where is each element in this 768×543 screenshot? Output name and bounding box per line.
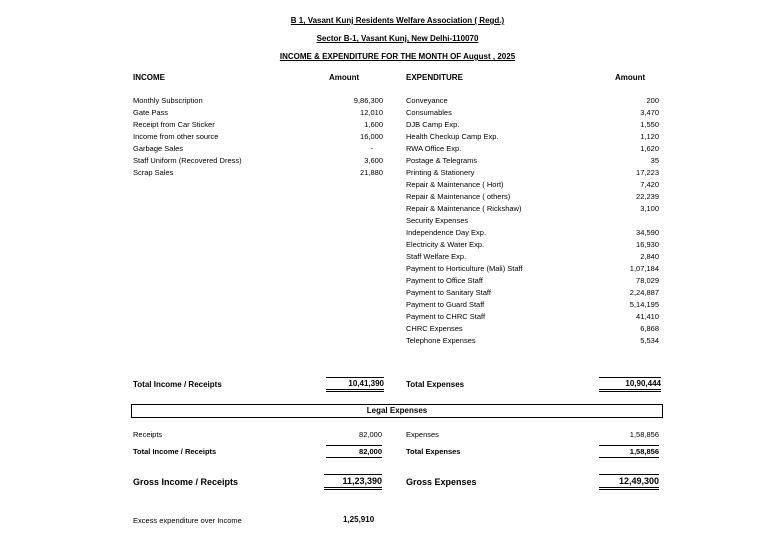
expense-amount: 200: [646, 96, 659, 105]
expense-label: Payment to Horticulture (Mali) Staff: [406, 264, 523, 273]
income-amount: 9,86,300: [353, 96, 383, 105]
expense-amount: 2,840: [640, 252, 659, 261]
expense-label: Payment to Guard Staff: [406, 300, 485, 309]
expense-label: Postage & Telegrams: [406, 156, 478, 165]
expense-row: [406, 143, 659, 155]
expense-amount: 34,590: [636, 228, 659, 237]
expense-label: Payment to Office Staff: [406, 276, 483, 285]
expense-row: [406, 311, 659, 323]
income-amount: 12,010: [360, 108, 383, 117]
expense-row: [406, 203, 659, 215]
expense-row: [406, 239, 659, 251]
expense-label: Repair & Maintenance ( others): [406, 192, 511, 201]
income-label: Monthly Subscription: [133, 96, 203, 105]
association-title: B 1, Vasant Kunj Residents Welfare Association ( Regd.): [290, 16, 505, 25]
expense-label: Payment to CHRC Staff: [406, 312, 486, 321]
expense-row: [406, 335, 659, 347]
expense-label: Independence Day Exp.: [406, 228, 487, 237]
income-label: Gate Pass: [133, 108, 169, 117]
expense-amount-heading: Amount: [615, 73, 646, 82]
expense-amount: 41,410: [636, 312, 659, 321]
expense-amount: 22,239: [636, 192, 659, 201]
expense-label: Staff Welfare Exp.: [406, 252, 467, 261]
total-expenses-label: Total Expenses: [406, 380, 465, 389]
expense-amount: 16,930: [636, 240, 659, 249]
legal-total-income-value: 82,000: [326, 445, 382, 458]
expense-row: [406, 131, 659, 143]
income-row: [133, 107, 383, 119]
expense-amount: 6,868: [640, 324, 659, 333]
income-label: Garbage Sales: [133, 144, 184, 153]
income-label: Staff Uniform (Recovered Dress): [133, 156, 242, 165]
expense-label: Printing & Stationery: [406, 168, 475, 177]
expense-label: Payment to Sanitary Staff: [406, 288, 491, 297]
expense-list: [406, 95, 659, 347]
expense-label: CHRC Expenses: [406, 324, 463, 333]
legal-expenses-label: Expenses: [406, 430, 439, 439]
expense-label: RWA Office Exp.: [406, 144, 462, 153]
legal-total-expenses-label: Total Expenses: [406, 447, 461, 456]
legal-total-income-label: Total Income / Receipts: [133, 447, 217, 456]
expense-amount: 78,029: [636, 276, 659, 285]
expense-label: Telephone Expenses: [406, 336, 476, 345]
income-label: Scrap Sales: [133, 168, 174, 177]
expense-label: Conveyance: [406, 96, 448, 105]
expense-label: Electricity & Water Exp.: [406, 240, 485, 249]
expense-row: [406, 287, 659, 299]
expense-row: [406, 251, 659, 263]
total-expenses-value: 10,90,444: [599, 377, 661, 392]
expense-row: [406, 263, 659, 275]
expense-row: [406, 299, 659, 311]
expenditure-column-heading: EXPENDITURE: [406, 73, 463, 82]
expense-amount: 7,420: [640, 180, 659, 189]
expense-amount: 35: [650, 156, 659, 165]
expense-label: Security Expenses: [406, 216, 469, 225]
legal-expenses-header: Legal Expenses: [131, 404, 663, 418]
expense-row: [406, 215, 659, 227]
expense-amount: 1,07,184: [629, 264, 659, 273]
income-row: [133, 95, 383, 107]
expense-row: [406, 155, 659, 167]
income-row: [133, 131, 383, 143]
income-list: [133, 95, 383, 179]
gross-income-label: Gross Income / Receipts: [133, 477, 239, 487]
expense-row: [406, 227, 659, 239]
income-amount: 3,600: [364, 156, 383, 165]
total-income-value: 10,41,390: [326, 377, 384, 392]
excess-value: 1,25,910: [343, 515, 375, 524]
expense-amount: 1,120: [640, 132, 659, 141]
statement-title: INCOME & EXPENDITURE FOR THE MONTH OF August , 2025: [279, 52, 516, 61]
expense-amount: 5,14,195: [629, 300, 659, 309]
expense-amount: 2,24,887: [629, 288, 659, 297]
expense-amount: 17,223: [636, 168, 659, 177]
income-amount: 21,880: [360, 168, 383, 177]
income-amount: 1,600: [364, 120, 383, 129]
expense-row: [406, 323, 659, 335]
expense-row: [406, 191, 659, 203]
income-label: Receipt from Car Sticker: [133, 120, 215, 129]
gross-income-value: 11,23,390: [324, 474, 382, 490]
expense-label: Health Checkup Camp Exp.: [406, 132, 499, 141]
expense-row: [406, 275, 659, 287]
expense-label: Consumables: [406, 108, 452, 117]
expense-row: [406, 179, 659, 191]
expense-amount: 1,620: [640, 144, 659, 153]
expense-label: DJB Camp Exp.: [406, 120, 460, 129]
expense-label: Repair & Maintenance ( Rickshaw): [406, 204, 522, 213]
income-row: [133, 155, 383, 167]
income-row: [133, 167, 383, 179]
gross-expenses-label: Gross Expenses: [406, 477, 477, 487]
expense-amount: 5,534: [640, 336, 659, 345]
income-column-heading: INCOME: [133, 73, 165, 82]
legal-total-expenses-value: 1,58,856: [599, 445, 659, 458]
expense-amount: 3,470: [640, 108, 659, 117]
legal-expenses-value: 1,58,856: [629, 430, 659, 439]
expense-row: [406, 95, 659, 107]
gross-expenses-value: 12,49,300: [599, 474, 659, 490]
expense-label: Repair & Maintenance ( Hort): [406, 180, 504, 189]
income-amount: -: [370, 144, 373, 153]
expense-row: [406, 107, 659, 119]
income-row: [133, 119, 383, 131]
legal-receipts-value: 82,000: [359, 430, 382, 439]
expense-row: [406, 167, 659, 179]
total-income-label: Total Income / Receipts: [133, 380, 222, 389]
association-address: Sector B-1, Vasant Kunj, New Delhi-110070: [316, 34, 479, 43]
income-amount-heading: Amount: [329, 73, 360, 82]
income-amount: 16,000: [360, 132, 383, 141]
excess-label: Excess expenditure over Income: [133, 516, 242, 525]
expense-amount: 3,100: [640, 204, 659, 213]
legal-receipts-label: Receipts: [133, 430, 163, 439]
expense-amount: 1,550: [640, 120, 659, 129]
income-row: [133, 143, 383, 155]
income-label: Income from other source: [133, 132, 219, 141]
expense-row: [406, 119, 659, 131]
